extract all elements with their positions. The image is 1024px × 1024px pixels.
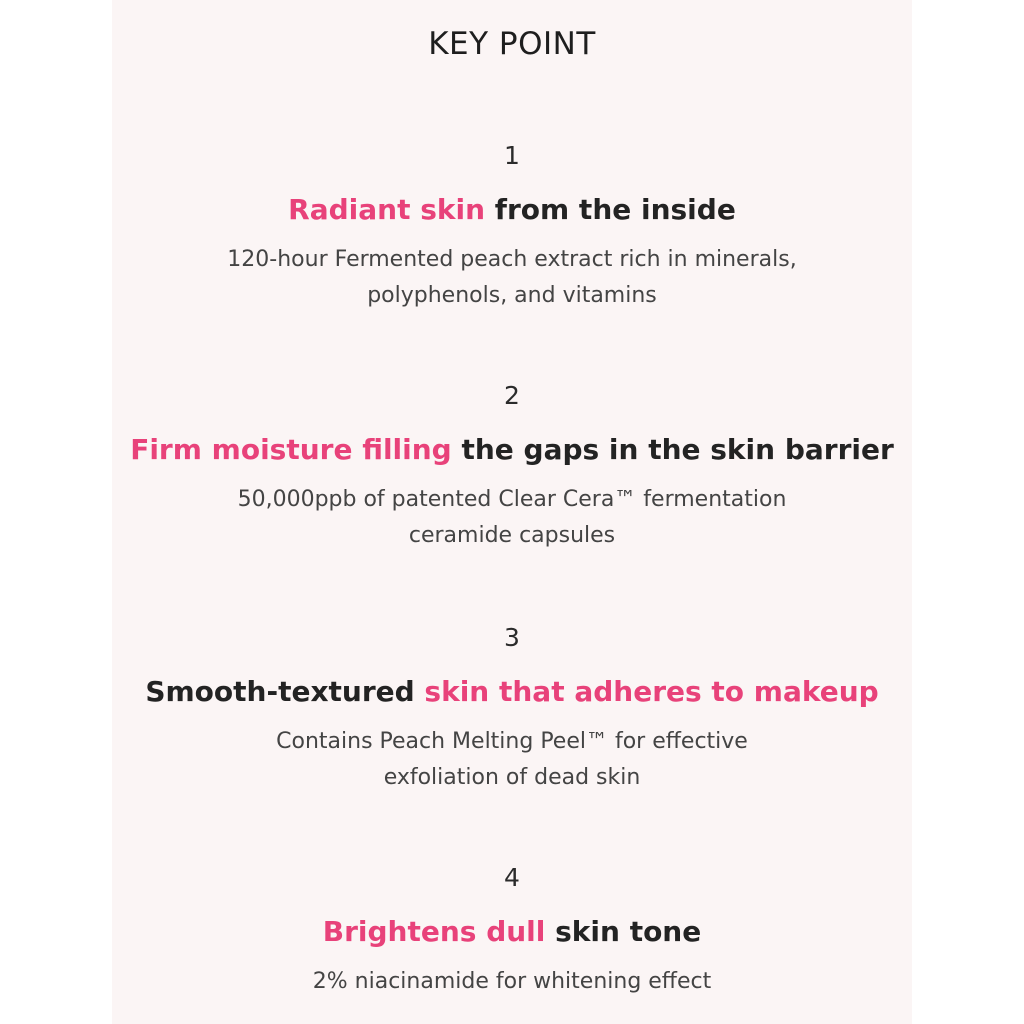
point-description: [112, 242, 912, 314]
heading-highlight: Firm moisture filling: [130, 433, 452, 466]
heading-text: Smooth-textured: [145, 675, 425, 708]
description-line: Contains Peach Melting Peel™ for effective: [276, 729, 748, 754]
heading-text: from the inside: [485, 193, 736, 226]
point-description: [112, 964, 912, 1000]
description-line: 2% niacinamide for whitening effect: [312, 969, 712, 994]
point-heading: [112, 192, 912, 228]
point-heading: [112, 914, 912, 950]
key-point-1: [112, 140, 912, 314]
heading-highlight: Brightens dull: [322, 915, 546, 948]
point-number: 2: [504, 381, 520, 410]
heading-text: the gaps in the skin barrier: [451, 433, 894, 466]
key-point-panel: [112, 0, 912, 1024]
description-line: 120-hour Fermented peach extract rich in minerals,: [227, 247, 797, 272]
point-number: 4: [504, 863, 520, 892]
heading-highlight: Radiant skin: [288, 193, 486, 226]
description-line: ceramide capsules: [408, 523, 616, 548]
description-line: polyphenols, and vitamins: [367, 283, 657, 308]
point-description: [112, 482, 912, 554]
point-number: 1: [504, 141, 520, 170]
page-title: KEY POINT: [428, 26, 596, 62]
point-heading: [112, 674, 912, 710]
description-line: exfoliation of dead skin: [383, 765, 641, 790]
key-point-3: [112, 622, 912, 796]
point-heading: [112, 432, 912, 468]
key-point-2: [112, 380, 912, 554]
heading-highlight: skin that adheres to makeup: [424, 675, 879, 708]
key-point-4: [112, 862, 912, 1000]
point-description: [112, 724, 912, 796]
heading-text: skin tone: [545, 915, 702, 948]
point-number: 3: [504, 623, 520, 652]
description-line: 50,000ppb of patented Clear Cera™ fermentation: [237, 487, 787, 512]
